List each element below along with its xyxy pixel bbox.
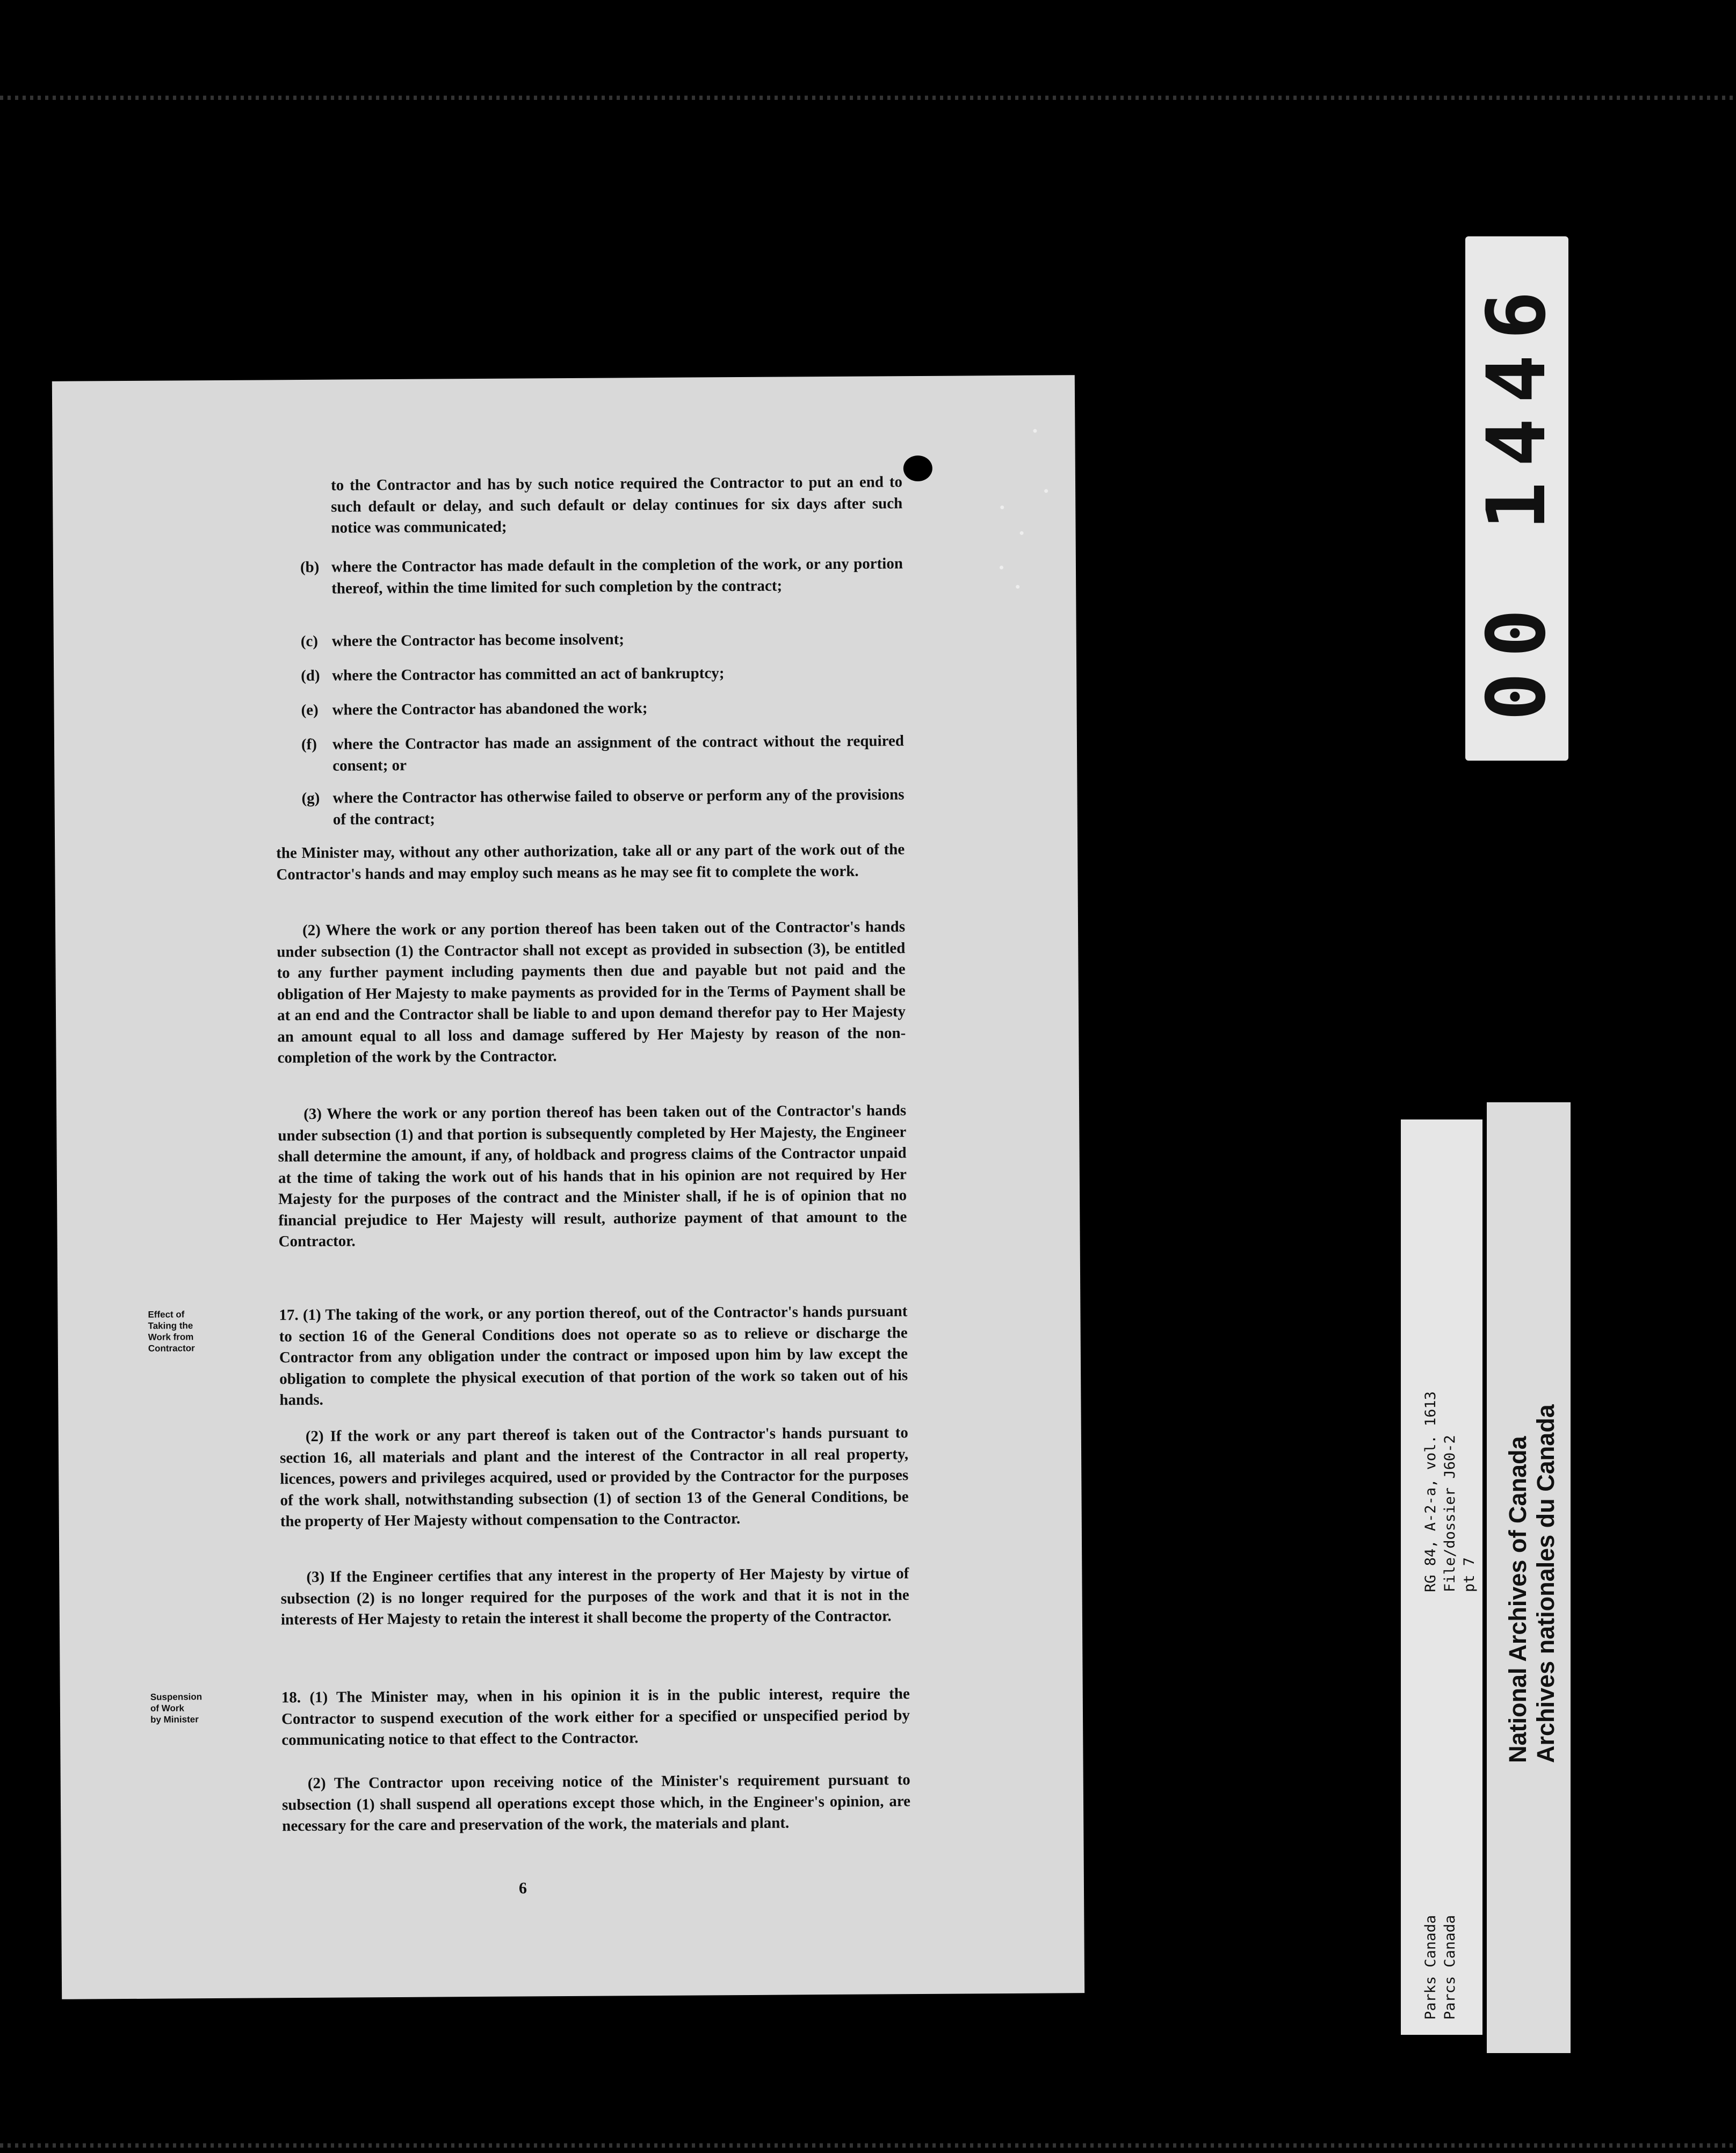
continuation-text: to the Contractor and has by such notice required the Contractor to put an end to such default or delay, and such default or delay continues for six days after such notice was communicated; xyxy=(330,473,903,537)
ink-blot xyxy=(903,456,932,481)
parks-canada-fr: Parcs Canada xyxy=(1442,1914,1458,2020)
list-item-b xyxy=(300,553,903,599)
archive-name-card xyxy=(1487,1102,1571,2053)
reference-line-3: pt 7 xyxy=(1461,1557,1478,1592)
archive-name-fr: Archives nationales du Canada xyxy=(1532,1404,1559,1763)
speck xyxy=(1016,585,1019,589)
frame-number: 00 1446 xyxy=(1470,276,1564,721)
paragraph-18-2: (2) The Contractor upon receiving notice of the Minister's requirement pursuant to subsection (1) shall suspend all operations except those which, in the Engineer's opinion, are necessary for the care and preservation of the work, the materials and plant. xyxy=(281,1771,911,1835)
list-marker: (b) xyxy=(300,558,320,576)
list-item-e xyxy=(301,696,903,721)
list-marker: (e) xyxy=(301,701,319,719)
minister-clause: the Minister may, without any other authorization, take all or any part of the work out of the Contractor's hands and may employ such means as he may see fit to complete the work. xyxy=(276,841,905,883)
list-item-g xyxy=(301,784,905,830)
paragraph-17-1: 17. (1) The taking of the work, or any portion thereof, out of the Contractor's hands pursuant to section 16 of the General Conditions does not operate so as to relieve or discharge the Contractor from any obligation under the contract or imposed upon him by law except the obligation to complete the physical execution of that portion of the work so taken out of his hands. xyxy=(279,1303,908,1409)
list-item-text: where the Contractor has made default in the completion of the work, or any portion thereof, within the time limited for such completion by the contract; xyxy=(331,555,903,597)
list-item-f xyxy=(301,731,905,776)
paragraph-16-3: (3) Where the work or any portion thereof has been taken out of the Contractor's hands under subsection (1) and that portion is subsequently completed by Her Majesty, the Engineer shall determine the amount, if any, of holdback and progress claims of the Contractor unpaid at the time of taking the work out of his hands that in his opinion are not required by Her Majesty for the purposes of the contract and the Minister shall, if he is of opinion that no financial prejudice to Her Majesty will result, authorize payment of that amount to the Contractor. xyxy=(278,1102,907,1251)
bottom-scan-edge xyxy=(0,2143,1736,2148)
speck xyxy=(1033,429,1037,433)
list-item-text: where the Contractor has committed an act of bankruptcy; xyxy=(332,664,725,684)
speck xyxy=(1044,489,1048,493)
speck xyxy=(1020,531,1024,535)
side-note-suspension: Suspension of Work by Minister xyxy=(150,1692,202,1725)
list-marker: (d) xyxy=(301,667,320,685)
list-item-d xyxy=(301,662,903,687)
list-item-text: where the Contractor has made an assignment of the contract without the required consent; or xyxy=(332,732,905,775)
top-scan-edge xyxy=(0,96,1736,100)
archive-reference-card xyxy=(1401,1119,1482,2035)
list-item-text: where the Contractor has become insolvent; xyxy=(331,631,625,650)
speck xyxy=(1000,566,1003,569)
parks-canada-en: Parks Canada xyxy=(1422,1914,1439,2020)
document-page xyxy=(52,375,1084,1999)
side-note-effect-of-taking: Effect of Taking the Work from Contractor xyxy=(148,1309,195,1354)
list-marker: (f) xyxy=(301,735,317,754)
frame-number-card xyxy=(1465,236,1568,761)
page-number: 6 xyxy=(518,1879,527,1897)
list-item-text: where the Contractor has otherwise failed to observe or perform any of the provisions of the contract; xyxy=(332,786,905,828)
archive-name-en: National Archives of Canada xyxy=(1504,1436,1531,1763)
list-item-c xyxy=(300,627,903,652)
paragraph-17-2: (2) If the work or any part thereof is taken out of the Contractor's hands pursuant to section 16, all materials and plant and the interest of the Contractor in all real property, licences, powers and privileges acquired, used or provided by the Contractor for the purposes of the work shall, notwithstanding subsection (1) of section 13 of the General Conditions, be the property of Her Majesty without compensation to the Contractor. xyxy=(279,1424,909,1530)
paragraph-17-3: (3) If the Engineer certifies that any interest in the property of Her Majesty by virtue of subsection (2) is no longer required for the purposes of the work and that it is not in the interests of Her Majesty to retain the interest it shall become the property of the Contractor. xyxy=(280,1565,909,1629)
reference-line-1: RG 84, A-2-a, vol. 1613 xyxy=(1422,1391,1439,1592)
paragraph-16-2: (2) Where the work or any portion thereof has been taken out of the Contractor's hands under subsection (1) the Contractor shall not except as provided in subsection (3), be entitled to any further payment including payments then due and payable but not paid and the obligation of Her Majesty to make payments as provided for in the Terms of Payment shall be at an end and the Contractor shall be liable to and upon demand therefor pay to Her Majesty an amount equal to all loss and damage suffered by Her Majesty by reason of the non-completion of the work by the Contractor. xyxy=(277,918,906,1067)
paragraph-18-1: 18. (1) The Minister may, when in his opinion it is in the public interest, require the Contractor to suspend execution of the work either for a specified or unspecified period by communicating notice to that effect to the Contractor. xyxy=(281,1685,910,1749)
list-marker: (g) xyxy=(301,789,320,807)
list-marker: (c) xyxy=(300,632,319,651)
speck xyxy=(1000,505,1004,509)
reference-line-2: File/dossier J60-2 xyxy=(1442,1435,1458,1592)
list-item-text: where the Contractor has abandoned the work; xyxy=(332,699,648,719)
